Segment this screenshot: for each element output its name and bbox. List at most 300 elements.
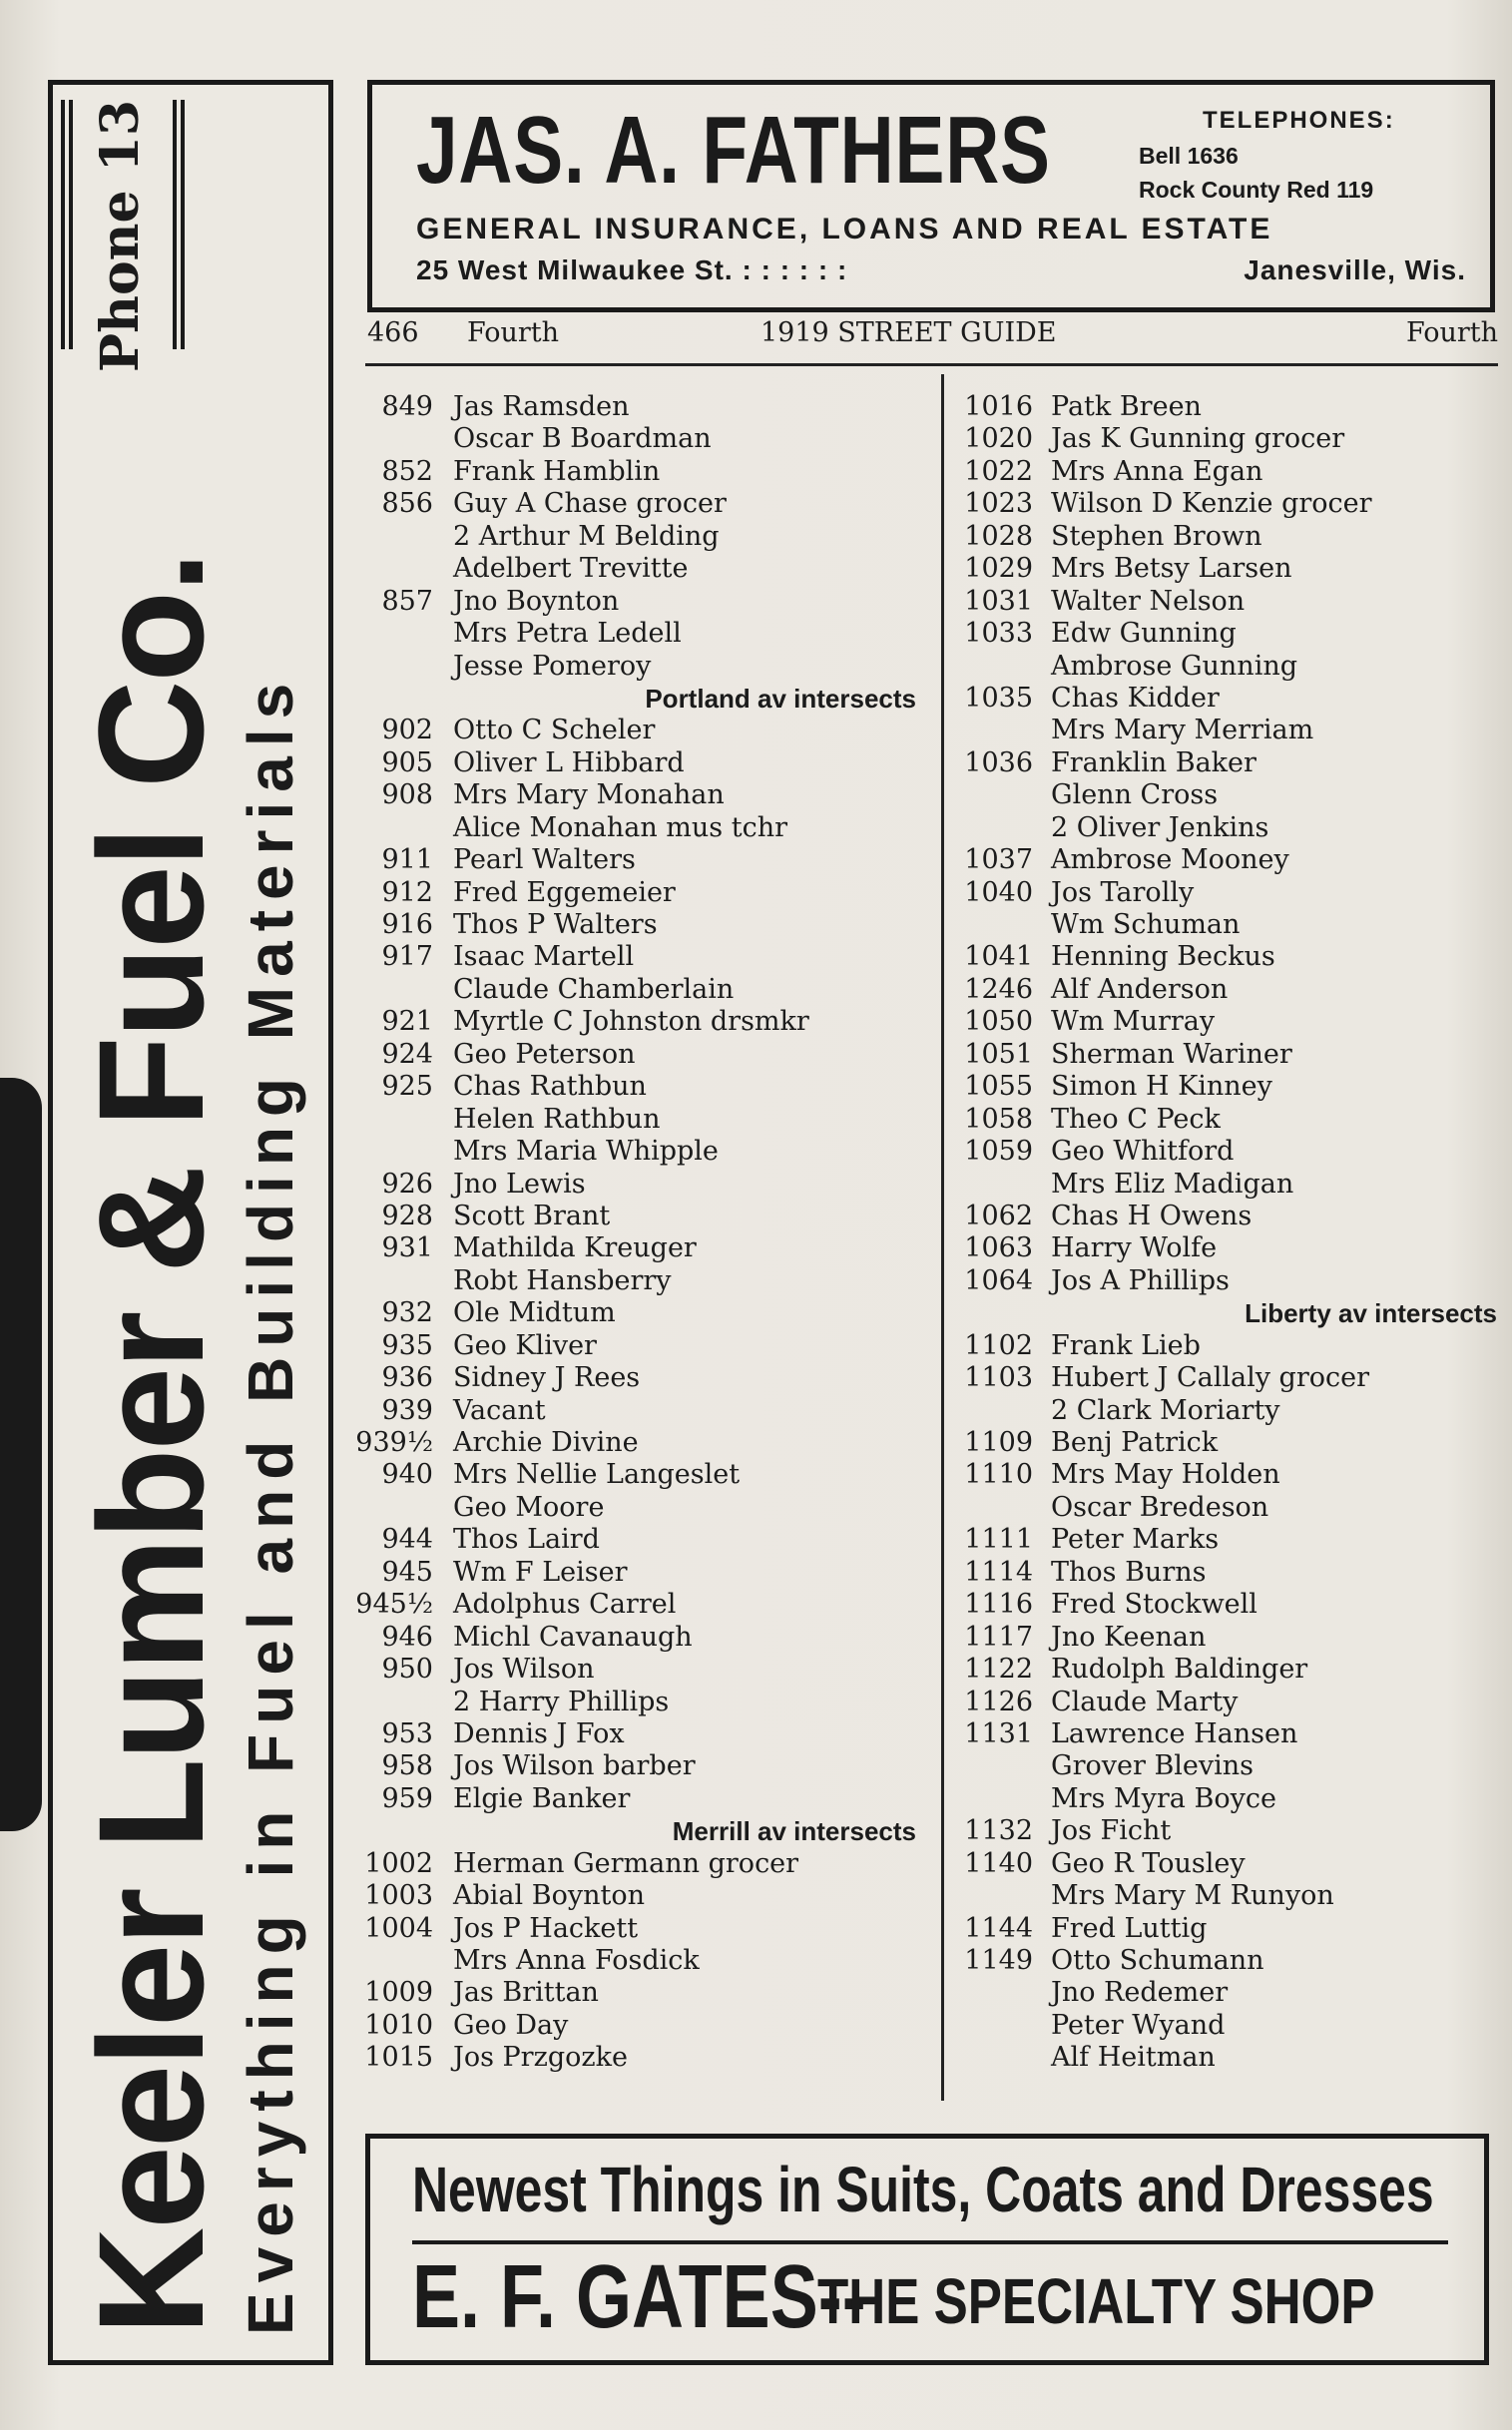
resident-name: Fred Eggemeier xyxy=(453,876,676,908)
resident-name: 2 Arthur M Belding xyxy=(453,520,720,552)
resident-name: 2 Oliver Jenkins xyxy=(1051,811,1269,843)
resident-name: Theo C Peck xyxy=(1051,1103,1221,1135)
house-number: 928 xyxy=(381,1200,433,1231)
resident-name: Jesse Pomeroy xyxy=(453,650,652,682)
directory-entry xyxy=(365,1848,916,1880)
section-heading xyxy=(960,1297,1497,1329)
directory-entry xyxy=(365,1362,916,1394)
resident-name: Fred Luttig xyxy=(1051,1912,1208,1944)
directory-entry xyxy=(960,553,1497,585)
directory-entry xyxy=(960,1880,1497,1912)
directory-entry xyxy=(960,683,1497,715)
house-number: 946 xyxy=(381,1621,433,1653)
directory-entry xyxy=(365,812,916,844)
house-number: 1003 xyxy=(364,1880,433,1912)
directory-entry xyxy=(960,1006,1497,1038)
resident-name: Myrtle C Johnston drsmkr xyxy=(453,1006,809,1038)
house-number: 939½ xyxy=(355,1427,433,1458)
resident-name: Vacant xyxy=(453,1394,546,1426)
directory-entry xyxy=(365,586,916,618)
resident-name: Michl Cavanaugh xyxy=(453,1621,693,1653)
house-number: 1144 xyxy=(964,1912,1033,1944)
house-number: 1126 xyxy=(964,1686,1033,1717)
resident-name: Pearl Walters xyxy=(453,844,636,876)
resident-name: Patk Breen xyxy=(1051,391,1202,422)
section-heading-text: Portland av intersects xyxy=(645,683,916,714)
house-number: 1009 xyxy=(364,1977,433,2009)
directory-entry xyxy=(365,1654,916,1686)
resident-name: Oscar B Boardman xyxy=(453,423,712,455)
house-number: 917 xyxy=(381,941,433,973)
section-heading-text: Merrill av intersects xyxy=(672,1816,916,1847)
house-number: 902 xyxy=(381,715,433,746)
directory-entry xyxy=(960,747,1497,779)
resident-name: Jno Redemer xyxy=(1051,1977,1229,2009)
house-number: 1002 xyxy=(364,1847,433,1879)
house-number: 1109 xyxy=(964,1427,1033,1458)
resident-name: Geo Day xyxy=(453,2009,569,2041)
directory-entry xyxy=(365,521,916,553)
resident-name: Frank Hamblin xyxy=(453,455,661,487)
directory-entry xyxy=(960,1524,1497,1556)
directory-entry xyxy=(960,1104,1497,1136)
resident-name: Jos P Hackett xyxy=(453,1912,639,1944)
house-number: 1036 xyxy=(964,746,1033,778)
house-number: 926 xyxy=(381,1168,433,1200)
house-number: 1035 xyxy=(964,682,1033,714)
phone-rule-bottom-2 xyxy=(181,100,185,349)
directory-entry xyxy=(365,1945,916,1977)
resident-name: Geo R Tousley xyxy=(1051,1847,1246,1879)
house-number: 1132 xyxy=(964,1815,1033,1847)
directory-entry xyxy=(365,974,916,1006)
house-number: 1022 xyxy=(964,455,1033,487)
directory-entry xyxy=(960,488,1497,520)
house-number: 1028 xyxy=(964,520,1033,552)
directory-entry xyxy=(365,1169,916,1201)
directory-entry xyxy=(960,1330,1497,1362)
directory-entry xyxy=(365,1977,916,2009)
house-number: 1064 xyxy=(964,1264,1033,1296)
directory-entry xyxy=(960,941,1497,973)
house-number: 911 xyxy=(381,844,433,876)
resident-name: Oscar Bredeson xyxy=(1051,1491,1269,1523)
resident-name: 2 Harry Phillips xyxy=(453,1686,670,1717)
house-number: 905 xyxy=(381,746,433,778)
directory-entry xyxy=(960,1977,1497,2009)
directory-entry xyxy=(365,941,916,973)
house-number: 1023 xyxy=(964,488,1033,520)
house-number: 953 xyxy=(381,1717,433,1749)
resident-name: Chas Kidder xyxy=(1051,682,1220,714)
directory-entry xyxy=(960,1265,1497,1297)
directory-entry xyxy=(365,2042,916,2074)
house-number: 940 xyxy=(381,1459,433,1491)
ad-phone: Phone 13 xyxy=(90,100,151,372)
directory-entry xyxy=(365,1622,916,1654)
resident-name: Geo Whitford xyxy=(1051,1136,1235,1168)
directory-entry xyxy=(365,423,916,455)
directory-entry xyxy=(960,1169,1497,1201)
resident-name: Peter Wyand xyxy=(1051,2009,1226,2041)
house-number: 959 xyxy=(381,1782,433,1814)
house-number: 1041 xyxy=(964,941,1033,973)
resident-name: Jos Wilson barber xyxy=(453,1750,696,1782)
resident-name: Robt Hansberry xyxy=(453,1264,672,1296)
house-number: 1140 xyxy=(964,1847,1033,1879)
directory-entry xyxy=(960,586,1497,618)
house-number: 1050 xyxy=(964,1006,1033,1038)
house-number: 852 xyxy=(381,455,433,487)
directory-entry xyxy=(365,553,916,585)
resident-name: Otto C Scheler xyxy=(453,715,656,746)
resident-name: Mrs Mary M Runyon xyxy=(1051,1880,1334,1912)
section-heading xyxy=(365,683,916,715)
directory-entry xyxy=(365,1104,916,1136)
directory-entry xyxy=(365,1557,916,1589)
house-number: 945 xyxy=(381,1556,433,1588)
resident-name: Elgie Banker xyxy=(453,1782,631,1814)
directory-entry xyxy=(365,1297,916,1329)
directory-entry xyxy=(960,877,1497,909)
house-number: 908 xyxy=(381,779,433,811)
resident-name: Alice Monahan mus tchr xyxy=(453,811,787,843)
house-number: 1031 xyxy=(964,585,1033,617)
directory-entry xyxy=(355,1427,916,1459)
directory-entry xyxy=(365,747,916,779)
resident-name: Ambrose Gunning xyxy=(1051,650,1298,682)
resident-name: Mrs Maria Whipple xyxy=(453,1136,719,1168)
resident-name: Adelbert Trevitte xyxy=(453,553,689,585)
directory-entry xyxy=(365,1459,916,1491)
resident-name: Glenn Cross xyxy=(1051,779,1219,811)
keeler-lumber-ad xyxy=(48,80,333,2365)
directory-entry xyxy=(960,844,1497,876)
resident-name: Rudolph Baldinger xyxy=(1051,1654,1308,1686)
directory-entry xyxy=(960,2042,1497,2074)
house-number: 1037 xyxy=(964,844,1033,876)
directory-entry xyxy=(960,715,1497,746)
directory-entry xyxy=(365,391,916,423)
directory-entry xyxy=(365,1136,916,1168)
directory-entry xyxy=(960,1654,1497,1686)
directory-entry xyxy=(365,909,916,941)
resident-name: Lawrence Hansen xyxy=(1051,1717,1298,1749)
ad-company-name: Keeler Lumber & Fuel Co. xyxy=(67,553,235,2335)
resident-name: Mathilda Kreuger xyxy=(453,1232,697,1264)
directory-entry xyxy=(960,1459,1497,1491)
resident-name: Fred Stockwell xyxy=(1051,1589,1258,1621)
resident-name: 2 Clark Moriarty xyxy=(1051,1394,1280,1426)
resident-name: Oliver L Hibbard xyxy=(453,746,685,778)
house-number: 1010 xyxy=(364,2009,433,2041)
resident-name: Mrs Anna Fosdick xyxy=(453,1945,700,1976)
directory-entry xyxy=(365,715,916,746)
telephones-label: TELEPHONES: xyxy=(1203,107,1395,134)
resident-name: Peter Marks xyxy=(1051,1524,1220,1556)
directory-entry xyxy=(365,1913,916,1945)
resident-name: Mrs Anna Egan xyxy=(1051,455,1263,487)
resident-name: Alf Heitman xyxy=(1051,2042,1216,2074)
resident-name: Mrs May Holden xyxy=(1051,1459,1280,1491)
resident-name: Mrs Nellie Langeslet xyxy=(453,1459,741,1491)
house-number: 1103 xyxy=(964,1362,1033,1394)
house-number: 1033 xyxy=(964,618,1033,650)
house-number: 931 xyxy=(381,1232,433,1264)
directory-entry xyxy=(365,1039,916,1071)
resident-name: Archie Divine xyxy=(453,1427,639,1458)
resident-name: Abial Boynton xyxy=(453,1880,645,1912)
directory-entry xyxy=(355,1589,916,1621)
directory-entry xyxy=(365,1492,916,1524)
resident-name: Jos Wilson xyxy=(453,1654,595,1686)
house-number: 856 xyxy=(381,488,433,520)
directory-entry xyxy=(960,651,1497,683)
house-number: 936 xyxy=(381,1362,433,1394)
house-number: 1111 xyxy=(964,1524,1033,1556)
house-number: 1015 xyxy=(364,2042,433,2074)
ad-address: 25 West Milwaukee St. : : : : : : xyxy=(416,254,848,285)
directory-entry xyxy=(960,812,1497,844)
house-number: 944 xyxy=(381,1524,433,1556)
resident-name: Jos Ficht xyxy=(1051,1815,1172,1847)
directory-entry xyxy=(960,521,1497,553)
street-right: Fourth xyxy=(1405,317,1498,348)
house-number: 1040 xyxy=(964,876,1033,908)
gates-specialty-shop-ad xyxy=(365,2134,1489,2365)
resident-name: Jno Lewis xyxy=(453,1168,586,1200)
directory-entry xyxy=(365,1524,916,1556)
section-heading-text: Liberty av intersects xyxy=(1245,1298,1497,1329)
directory-entry xyxy=(960,618,1497,650)
resident-name: Thos P Walters xyxy=(453,909,658,940)
house-number: 945½ xyxy=(355,1589,433,1621)
house-number: 1063 xyxy=(964,1232,1033,1264)
house-number: 849 xyxy=(381,391,433,422)
resident-name: Mrs Betsy Larsen xyxy=(1051,553,1292,585)
resident-name: Sherman Wariner xyxy=(1051,1038,1292,1070)
house-number: 1055 xyxy=(964,1071,1033,1103)
house-number: 950 xyxy=(381,1654,433,1686)
resident-name: Dennis J Fox xyxy=(453,1717,625,1749)
resident-name: Simon H Kinney xyxy=(1051,1071,1272,1103)
section-heading xyxy=(365,1815,916,1847)
resident-name: Chas Rathbun xyxy=(453,1071,647,1103)
resident-name: Henning Beckus xyxy=(1051,941,1275,973)
house-number: 1114 xyxy=(964,1556,1033,1588)
resident-name: Guy A Chase grocer xyxy=(453,488,727,520)
directory-entry xyxy=(365,779,916,811)
ad-services: GENERAL INSURANCE, LOANS AND REAL ESTATE xyxy=(416,213,1273,245)
resident-name: Claude Marty xyxy=(1051,1686,1239,1717)
directory-entry xyxy=(960,1071,1497,1103)
directory-entry xyxy=(365,1718,916,1750)
resident-name: Grover Blevins xyxy=(1051,1750,1255,1782)
resident-name: Mrs Eliz Madigan xyxy=(1051,1168,1294,1200)
resident-name: Ole Midtum xyxy=(453,1297,616,1329)
directory-entry xyxy=(960,1362,1497,1394)
directory-entry xyxy=(960,1783,1497,1815)
directory-entry xyxy=(365,1265,916,1297)
resident-name: Jas Brittan xyxy=(453,1977,599,2009)
directory-entry xyxy=(365,1880,916,1912)
directory-entry xyxy=(960,391,1497,423)
house-number: 1116 xyxy=(964,1589,1033,1621)
resident-name: Geo Peterson xyxy=(453,1038,636,1070)
street-left: Fourth xyxy=(467,317,560,348)
house-number: 857 xyxy=(381,585,433,617)
resident-name: Ambrose Mooney xyxy=(1051,844,1289,876)
directory-entry xyxy=(960,1945,1497,1977)
fathers-insurance-ad xyxy=(367,80,1495,312)
directory-entry xyxy=(365,877,916,909)
ad-rule xyxy=(412,2240,1448,2244)
resident-name: Thos Laird xyxy=(453,1524,600,1556)
house-number: 925 xyxy=(381,1071,433,1103)
tel-rock-county: Rock County Red 119 xyxy=(1139,177,1374,203)
directory-entry xyxy=(960,1622,1497,1654)
left-column xyxy=(355,391,916,2075)
resident-name: Jos A Phillips xyxy=(1051,1264,1230,1296)
directory-entry xyxy=(960,1815,1497,1847)
directory-entry xyxy=(365,1071,916,1103)
house-number: 1058 xyxy=(964,1103,1033,1135)
directory-entry xyxy=(960,1848,1497,1880)
directory-entry xyxy=(365,1783,916,1815)
house-number: 1117 xyxy=(964,1621,1033,1653)
directory-entry xyxy=(960,974,1497,1006)
resident-name: Geo Moore xyxy=(453,1491,605,1523)
resident-name: Wm F Leiser xyxy=(453,1556,628,1588)
directory-entry xyxy=(960,1395,1497,1427)
resident-name: Hubert J Callaly grocer xyxy=(1051,1362,1369,1394)
phone-rule-top xyxy=(61,100,65,349)
resident-name: Geo Kliver xyxy=(453,1329,597,1361)
ad-headline: Newest Things in Suits, Coats and Dresses xyxy=(412,2154,1434,2225)
directory-entry xyxy=(365,844,916,876)
resident-name: Mrs Mary Monahan xyxy=(453,779,725,811)
directory-entry xyxy=(960,2010,1497,2042)
house-number: 1059 xyxy=(964,1136,1033,1168)
resident-name: Frank Lieb xyxy=(1051,1329,1201,1361)
directory-entry xyxy=(960,1718,1497,1750)
header-rule xyxy=(365,363,1498,366)
resident-name: Chas H Owens xyxy=(1051,1200,1253,1231)
resident-name: Jas K Gunning grocer xyxy=(1051,423,1345,455)
house-number: 1029 xyxy=(964,553,1033,585)
resident-name: Stephen Brown xyxy=(1051,520,1262,552)
house-number: 939 xyxy=(381,1394,433,1426)
binding-tab xyxy=(0,1078,42,1831)
column-divider xyxy=(941,374,944,2101)
directory-entry xyxy=(365,1006,916,1038)
resident-name: Isaac Martell xyxy=(453,941,635,973)
directory-entry xyxy=(365,1687,916,1718)
page-number: 466 xyxy=(367,317,419,348)
resident-name: Herman Germann grocer xyxy=(453,1847,799,1879)
resident-name: Helen Rathbun xyxy=(453,1103,661,1135)
resident-name: Scott Brant xyxy=(453,1200,611,1231)
directory-entry xyxy=(365,1330,916,1362)
resident-name: Jno Keenan xyxy=(1051,1621,1207,1653)
ad-slogan: Everything in Fuel and Building Materials xyxy=(235,673,306,2335)
directory-entry xyxy=(960,1232,1497,1264)
page-title: 1919 STREET GUIDE xyxy=(760,317,1057,348)
directory-entry xyxy=(365,2010,916,2042)
resident-name: Jos Przgozke xyxy=(453,2042,628,2074)
directory-entry xyxy=(960,1427,1497,1459)
directory-entry xyxy=(960,423,1497,455)
directory-entry xyxy=(365,1232,916,1264)
house-number: 935 xyxy=(381,1329,433,1361)
directory-entry xyxy=(960,1750,1497,1782)
house-number: 1122 xyxy=(964,1654,1033,1686)
resident-name: Walter Nelson xyxy=(1051,585,1246,617)
house-number: 1062 xyxy=(964,1200,1033,1231)
resident-name: Jas Ramsden xyxy=(453,391,630,422)
house-number: 1110 xyxy=(964,1459,1033,1491)
house-number: 1016 xyxy=(964,391,1033,422)
resident-name: Benj Patrick xyxy=(1051,1427,1219,1458)
house-number: 924 xyxy=(381,1038,433,1070)
tel-bell: Bell 1636 xyxy=(1139,143,1239,169)
resident-name: Mrs Petra Ledell xyxy=(453,618,682,650)
resident-name: Claude Chamberlain xyxy=(453,973,735,1005)
house-number: 912 xyxy=(381,876,433,908)
house-number: 1102 xyxy=(964,1329,1033,1361)
resident-name: Edw Gunning xyxy=(1051,618,1237,650)
directory-entry xyxy=(960,1557,1497,1589)
house-number: 932 xyxy=(381,1297,433,1329)
directory-entry xyxy=(960,1201,1497,1232)
resident-name: Alf Anderson xyxy=(1051,973,1229,1005)
resident-name: Wilson D Kenzie grocer xyxy=(1051,488,1372,520)
house-number: 1149 xyxy=(964,1945,1033,1976)
house-number: 1020 xyxy=(964,423,1033,455)
directory-entry xyxy=(365,1395,916,1427)
house-number: 1051 xyxy=(964,1038,1033,1070)
resident-name: Jno Boynton xyxy=(453,585,620,617)
ad-city: Janesville, Wis. xyxy=(1244,254,1466,285)
resident-name: Jos Tarolly xyxy=(1051,876,1195,908)
resident-name: Otto Schumann xyxy=(1051,1945,1264,1976)
directory-entry xyxy=(365,488,916,520)
resident-name: Sidney J Rees xyxy=(453,1362,641,1394)
house-number: 1246 xyxy=(964,973,1033,1005)
house-number: 916 xyxy=(381,909,433,940)
directory-entry xyxy=(365,456,916,488)
resident-name: Mrs Mary Merriam xyxy=(1051,715,1314,746)
resident-name: Mrs Myra Boyce xyxy=(1051,1782,1276,1814)
directory-entry xyxy=(960,1589,1497,1621)
phone-rule-bottom xyxy=(173,100,177,349)
directory-entry xyxy=(960,1039,1497,1071)
house-number: 1004 xyxy=(364,1912,433,1944)
directory-entry xyxy=(365,1201,916,1232)
directory-entry xyxy=(960,1687,1497,1718)
resident-name: Wm Schuman xyxy=(1051,909,1241,940)
directory-entry xyxy=(365,1750,916,1782)
directory-entry xyxy=(960,1913,1497,1945)
right-column xyxy=(960,391,1497,2075)
house-number: 921 xyxy=(381,1006,433,1038)
directory-entry xyxy=(365,618,916,650)
ad-tagline: THE SPECIALTY SHOP xyxy=(817,2265,1375,2337)
resident-name: Franklin Baker xyxy=(1051,746,1257,778)
house-number: 958 xyxy=(381,1750,433,1782)
directory-entry xyxy=(960,779,1497,811)
ad-name: JAS. A. FATHERS xyxy=(416,97,1051,204)
